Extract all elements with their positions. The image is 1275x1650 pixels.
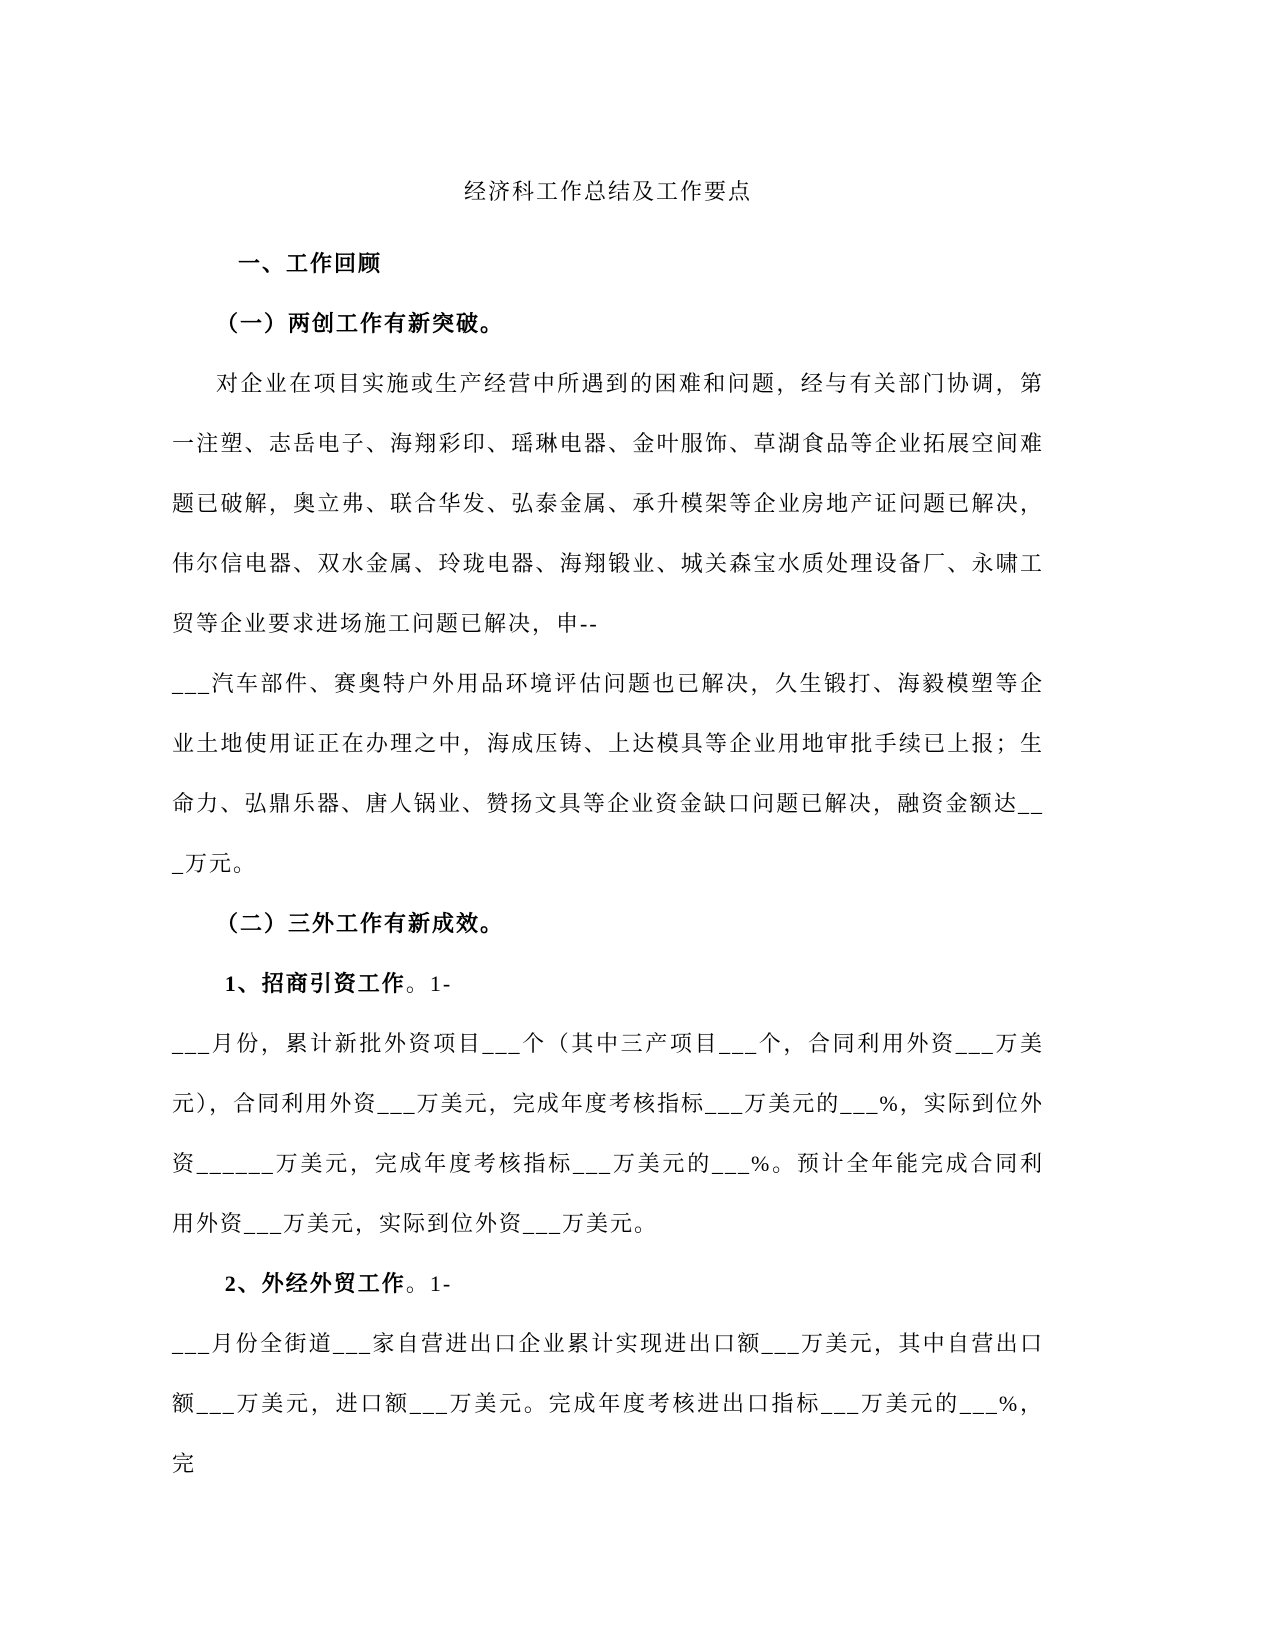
heading-investment-promotion [172,954,1044,1014]
heading-foreign-trade-label: 2、外经外贸工作 [224,1271,406,1296]
document-title: 经济科工作总结及工作要点 [463,179,752,204]
paragraph-auto-parts-followup: ___汽车部件、赛奥特户外用品环境评估问题也已解决，久生锻打、海毅模塑等企业土地使用证正在办理之中，海成压铸、上达模具等企业用地审批手续已上报；生命力、弘鼎乐器、唐人锅业、赞扬文具等企业资金缺口问题已解决，融资金额达___万元。 [172,671,1044,876]
heading-liangchuang-breakthrough [172,294,1044,354]
heading-investment-promotion-suffix: 。1- [405,971,453,996]
heading-work-review [172,234,1044,294]
heading-work-review-label: 一、工作回顾 [238,251,383,276]
heading-foreign-trade [172,1254,1044,1314]
heading-investment-promotion-label: 1、招商引资工作 [224,971,406,996]
heading-sanwai-results-label: （二）三外工作有新成效。 [216,911,505,936]
paragraph-foreign-investment-stats: ___月份，累计新批外资项目___个（其中三产项目___个，合同利用外资___万美元），合同利用外资___万美元，完成年度考核指标___万美元的___%，实际到位外资______万美元，完成年度考核指标___万美元的___%。预计全年能完成合同利用外资___万美元，实际到位外资___万美元。 [172,1031,1044,1236]
heading-liangchuang-breakthrough-label: （一）两创工作有新突破。 [216,311,505,336]
paragraph-import-export-stats: ___月份全街道___家自营进出口企业累计实现进出口额___万美元，其中自营出口额___万美元，进口额___万美元。完成年度考核进出口指标___万美元的___%，完 [172,1331,1044,1476]
paragraph-enterprise-difficulties: 对企业在项目实施或生产经营中所遇到的困难和问题，经与有关部门协调，第一注塑、志岳电子、海翔彩印、瑶琳电器、金叶服饰、草湖食品等企业拓展空间难题已破解，奥立弗、联合华发、弘泰金属、承升模架等企业房地产证问题已解决，伟尔信电器、双水金属、玲珑电器、海翔锻业、城关森宝水质处理设备厂、永啸工贸等企业要求进场施工问题已解决，申-- [172,371,1044,636]
heading-sanwai-results [172,894,1044,954]
heading-foreign-trade-suffix: 。1- [405,1271,453,1296]
document-content [172,162,1044,1494]
